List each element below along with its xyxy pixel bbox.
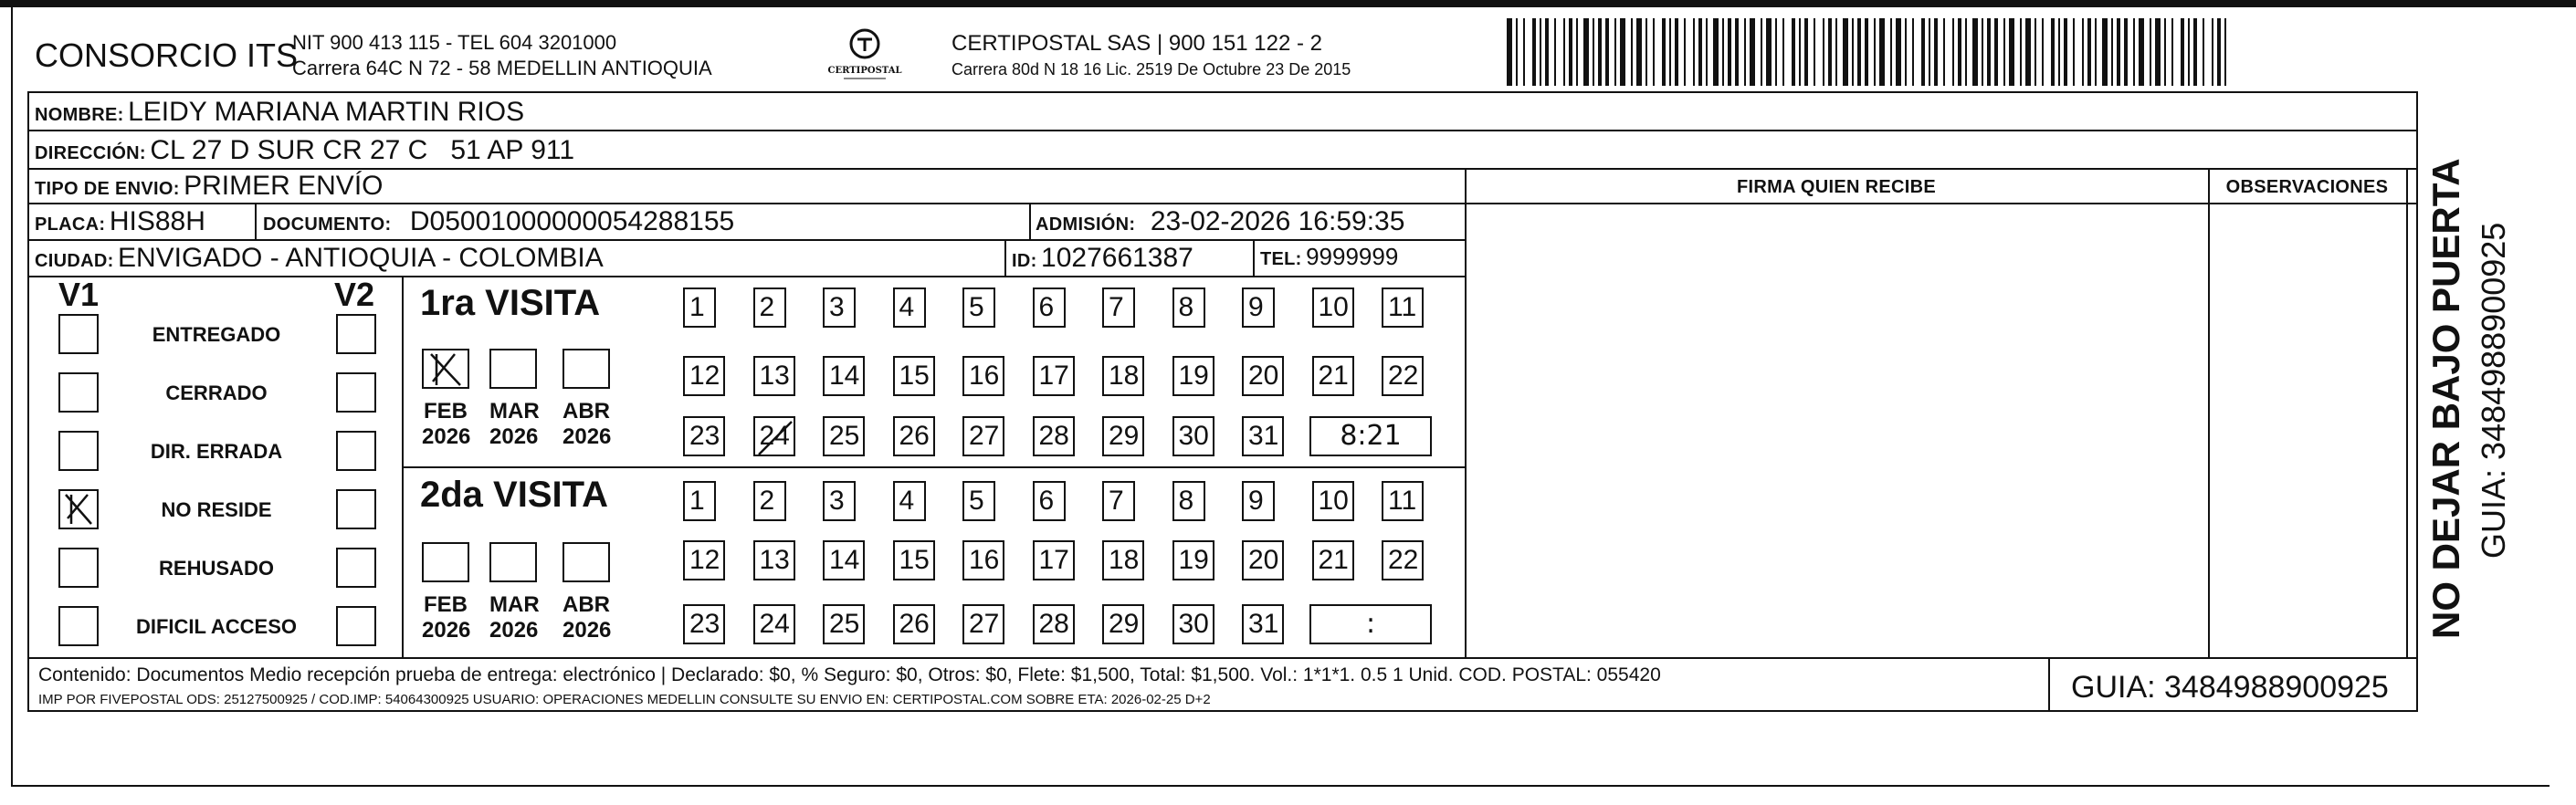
barcode-bar	[1698, 18, 1702, 86]
month-box-feb[interactable]	[422, 349, 469, 389]
day-box[interactable]: 24	[753, 416, 795, 456]
barcode-bar	[1943, 18, 1945, 86]
barcode-bar	[1905, 18, 1907, 86]
barcode-bar	[2171, 18, 2173, 86]
day-box[interactable]: 7	[1102, 481, 1135, 521]
barcode-bar	[1804, 18, 1808, 86]
day-box[interactable]: 10	[1312, 481, 1354, 521]
barcode-bar	[1766, 18, 1772, 86]
month-box-mar[interactable]	[489, 542, 537, 582]
tipo-row	[35, 171, 384, 202]
barcode-bar	[2020, 18, 2022, 86]
barcode-bar	[1987, 18, 1991, 86]
year-label: 2026	[489, 424, 539, 449]
status-label: ENTREGADO	[152, 323, 281, 346]
barcode-bar	[1554, 18, 1556, 86]
day-box[interactable]: 22	[1382, 356, 1424, 396]
barcode-bar	[2051, 18, 2055, 86]
barcode-bar	[1843, 18, 1848, 86]
barcode-bar	[2117, 18, 2120, 86]
barcode-bar	[2203, 18, 2204, 86]
day-box[interactable]: 23	[683, 416, 725, 456]
day-box[interactable]: 29	[1102, 416, 1144, 456]
v2-checkbox-rehusado[interactable]	[336, 548, 376, 588]
barcode-bar	[2150, 18, 2151, 86]
day-box[interactable]: 16	[962, 540, 1004, 580]
day-box[interactable]: 4	[893, 481, 926, 521]
direccion-value: CL 27 D SUR CR 27 C 51 AP 911	[150, 135, 575, 165]
v2-checkbox-entregado[interactable]	[336, 314, 376, 354]
month-label: MAR	[489, 399, 540, 423]
day-box[interactable]: 12	[683, 540, 725, 580]
barcode-bar	[1750, 18, 1755, 86]
second-visit-title: 2da VISITA	[420, 475, 608, 515]
day-box[interactable]: 31	[1242, 416, 1284, 456]
day-box[interactable]: 10	[1312, 288, 1354, 328]
barcode-bar	[1857, 18, 1861, 86]
barcode-bar	[1675, 18, 1678, 86]
barcode-bar	[2224, 18, 2226, 86]
day-box[interactable]: 22	[1382, 540, 1424, 580]
v2-checkbox-no-reside[interactable]	[336, 489, 376, 529]
month-label: ABR	[563, 399, 610, 423]
v1-header: V1	[58, 276, 100, 313]
day-box[interactable]: 16	[962, 356, 1004, 396]
v1-checkbox-dificil-acceso[interactable]	[58, 606, 99, 646]
barcode-bar	[1605, 18, 1609, 86]
day-box[interactable]: 25	[823, 416, 865, 456]
bottom-edge	[11, 785, 2550, 787]
placa-row	[35, 206, 205, 237]
barcode-bar	[2124, 18, 2128, 86]
barcode-bar	[2064, 18, 2067, 86]
barcode-bar	[1684, 18, 1686, 86]
barcode-bar	[1631, 18, 1633, 86]
status-label: REHUSADO	[159, 557, 274, 580]
barcode-bar	[1645, 18, 1647, 86]
day-box[interactable]: 14	[823, 540, 865, 580]
year-label: 2026	[563, 424, 612, 449]
admision-label: ADMISIÓN:	[1036, 214, 1136, 235]
barcode-bar	[1669, 18, 1671, 86]
footer-imp: IMP POR FIVEPOSTAL ODS: 25127500925 / COD.IMP: 54064300925 USUARIO: OPERACIONES MEDELLIN CONSULTE SU ENVIO EN: CERTIPOSTAL.COM SOBRE ETA: 2026-02-25 D+2	[38, 692, 1211, 707]
direccion-label: DIRECCIÓN:	[35, 143, 146, 163]
day-box[interactable]: 26	[893, 416, 935, 456]
barcode-bar	[1563, 18, 1565, 86]
documento-value: D05001000000054288155	[409, 206, 735, 236]
year-label: 2026	[489, 618, 539, 643]
day-box[interactable]: 12	[683, 356, 725, 396]
barcode-bar	[1890, 18, 1892, 86]
v1-checkbox-dir-errada[interactable]	[58, 431, 99, 471]
barcode-bar	[1693, 18, 1695, 86]
barcode-bar	[1713, 18, 1719, 86]
barcode-bar	[1982, 18, 1983, 86]
barcode-bar	[1706, 18, 1708, 86]
barcode-bar	[2003, 18, 2005, 86]
status-label: CERRADO	[165, 382, 268, 404]
first-visit-title: 1ra VISITA	[420, 283, 601, 323]
day-box[interactable]: 13	[753, 540, 795, 580]
barcode-bar	[1792, 18, 1795, 86]
barcode-bar	[1598, 18, 1602, 86]
day-box[interactable]: 8	[1172, 481, 1205, 521]
v1-checkbox-entregado[interactable]	[58, 314, 99, 354]
v1-checkbox-cerrado[interactable]	[58, 372, 99, 413]
barcode-bar	[1879, 18, 1885, 86]
time-box[interactable]: 8:21	[1309, 416, 1432, 456]
day-box[interactable]: 18	[1102, 540, 1144, 580]
day-box[interactable]: 26	[893, 604, 935, 644]
barcode-bar	[1934, 18, 1938, 86]
barcode-bar	[2155, 18, 2161, 86]
top-edge	[0, 0, 2576, 7]
barcode-bar	[2217, 18, 2221, 86]
day-box[interactable]: 13	[753, 356, 795, 396]
day-box[interactable]: 30	[1172, 604, 1214, 644]
month-box-feb[interactable]	[422, 542, 469, 582]
month-label: MAR	[489, 592, 540, 617]
id-field	[1012, 243, 1193, 274]
ciudad-row	[35, 243, 604, 274]
month-box-abr[interactable]	[563, 349, 610, 389]
barcode-bar	[1912, 18, 1914, 86]
barcode-bar	[2082, 18, 2084, 86]
barcode	[1505, 18, 2234, 86]
barcode-bar	[1569, 18, 1572, 86]
barcode-bar	[1958, 18, 1961, 86]
side-guia: GUIA: 3484988900925	[2475, 222, 2512, 559]
nombre-value: LEIDY MARIANA MARTIN RIOS	[128, 97, 525, 127]
day-box[interactable]: 1	[683, 481, 716, 521]
day-box[interactable]: 7	[1102, 288, 1135, 328]
month-box-abr[interactable]	[563, 542, 610, 582]
month-label: FEB	[424, 592, 468, 617]
barcode-bar	[2042, 18, 2044, 86]
certipostal-logo	[827, 26, 902, 86]
barcode-bar	[2035, 18, 2036, 86]
year-label: 2026	[563, 618, 612, 643]
month-label: ABR	[563, 592, 610, 617]
tel-value: 9999999	[1306, 243, 1399, 270]
footer-contenido: Contenido: Documentos Medio recepción prueba de entrega: electrónico | Declarado: $0, % Seguro: $0, Otros: $0, Flete: $1,500, Total: $1,500. Vol.: 1*1*1. 0.5 1 Unid. COD. POSTAL: 055420	[38, 664, 1661, 685]
day-box[interactable]: 8	[1172, 288, 1205, 328]
status-label: DIFICIL ACCESO	[135, 615, 297, 638]
barcode-bar	[1952, 18, 1954, 86]
status-label: NO RESIDE	[161, 498, 272, 521]
ciudad-value: ENVIGADO - ANTIOQUIA - COLOMBIA	[118, 243, 604, 273]
barcode-bar	[1874, 18, 1876, 86]
barcode-bar	[1523, 18, 1525, 86]
barcode-bar	[2095, 18, 2097, 86]
barcode-bar	[2188, 18, 2190, 86]
barcode-bar	[2058, 18, 2060, 86]
barcode-bar	[2181, 18, 2184, 86]
day-box[interactable]: 28	[1033, 604, 1075, 644]
year-label: 2026	[422, 618, 471, 643]
day-box[interactable]: 30	[1172, 416, 1214, 456]
day-box[interactable]: 28	[1033, 416, 1075, 456]
day-box[interactable]: 29	[1102, 604, 1144, 644]
barcode-bar	[2087, 18, 2091, 86]
v2-checkbox-dir-errada[interactable]	[336, 431, 376, 471]
logo-text: CERTIPOSTAL	[827, 66, 902, 76]
company-address: Carrera 64C N 72 - 58 MEDELLIN ANTIOQUIA	[292, 57, 712, 79]
barcode-bar	[1532, 18, 1536, 86]
barcode-bar	[1662, 18, 1666, 86]
barcode-bar	[1614, 18, 1616, 86]
day-box[interactable]: 20	[1242, 540, 1284, 580]
day-box[interactable]: 24	[753, 604, 795, 644]
company-nit: NIT 900 413 115 - TEL 604 3201000	[292, 31, 617, 54]
tel-field	[1260, 243, 1398, 271]
side-warning: NO DEJAR BAJO PUERTA	[2424, 158, 2467, 639]
barcode-bar	[2111, 18, 2113, 86]
day-box[interactable]: 2	[753, 481, 786, 521]
tipo-label: TIPO DE ENVIO:	[35, 179, 180, 199]
barcode-bar	[1852, 18, 1854, 86]
barcode-bar	[1735, 18, 1739, 86]
barcode-bar	[1744, 18, 1746, 86]
barcode-bar	[1507, 18, 1512, 86]
barcode-bar	[1782, 18, 1784, 86]
tipo-value: PRIMER ENVÍO	[184, 171, 384, 201]
day-box[interactable]: 6	[1033, 481, 1066, 521]
month-box-mar[interactable]	[489, 349, 537, 389]
barcode-bar	[1965, 18, 1967, 86]
direccion-row	[35, 135, 574, 166]
day-box[interactable]: 31	[1242, 604, 1284, 644]
v1-checkbox-no-reside[interactable]	[58, 489, 99, 529]
v1-checkbox-rehusado[interactable]	[58, 548, 99, 588]
day-box[interactable]: 27	[962, 604, 1004, 644]
day-box[interactable]: 27	[962, 416, 1004, 456]
barcode-bar	[2009, 18, 2014, 86]
barcode-bar	[1929, 18, 1930, 86]
barcode-bar	[1761, 18, 1762, 86]
barcode-bar	[2073, 18, 2075, 86]
day-box[interactable]: 18	[1102, 356, 1144, 396]
year-label: 2026	[422, 424, 471, 449]
ciudad-label: CIUDAD:	[35, 251, 114, 271]
barcode-bar	[1540, 18, 1541, 86]
day-box[interactable]: 1	[683, 288, 716, 328]
day-box[interactable]: 3	[823, 481, 856, 521]
day-box[interactable]: 21	[1312, 356, 1354, 396]
documento-label: DOCUMENTO:	[263, 214, 392, 235]
time-box[interactable]: :	[1309, 604, 1432, 644]
day-box[interactable]: 3	[823, 288, 856, 328]
tel-label: TEL:	[1260, 249, 1302, 269]
day-box[interactable]: 2	[753, 288, 786, 328]
day-box[interactable]: 17	[1033, 356, 1075, 396]
placa-label: PLACA:	[35, 214, 106, 235]
barcode-bar	[1921, 18, 1925, 86]
carrier-address: Carrera 80d N 18 16 Lic. 2519 De Octubre 23 De 2015	[952, 60, 1351, 78]
company-name: CONSORCIO ITS	[35, 37, 299, 74]
barcode-bar	[1835, 18, 1837, 86]
barcode-bar	[1994, 18, 1998, 86]
status-label: DIR. ERRADA	[150, 440, 283, 463]
day-box[interactable]: 15	[893, 356, 935, 396]
day-box[interactable]: 19	[1172, 356, 1214, 396]
day-box[interactable]: 20	[1242, 356, 1284, 396]
day-box[interactable]: 14	[823, 356, 865, 396]
barcode-bar	[1896, 18, 1901, 86]
documento-field	[263, 206, 734, 237]
firma-header: FIRMA QUIEN RECIBE	[1737, 177, 1936, 197]
id-label: ID:	[1012, 251, 1037, 271]
barcode-bar	[2212, 18, 2213, 86]
barcode-bar	[1728, 18, 1731, 86]
v2-checkbox-dificil-acceso[interactable]	[336, 606, 376, 646]
day-box[interactable]: 17	[1033, 540, 1075, 580]
carrier-name: CERTIPOSTAL SAS | 900 151 122 - 2	[952, 31, 1322, 56]
barcode-bar	[1545, 18, 1549, 86]
barcode-bar	[1620, 18, 1625, 86]
footer-guia: GUIA: 3484988900925	[2071, 670, 2389, 705]
day-box[interactable]: 19	[1172, 540, 1214, 580]
barcode-bar	[1775, 18, 1777, 86]
barcode-bar	[1865, 18, 1868, 86]
v2-checkbox-cerrado[interactable]	[336, 372, 376, 413]
day-box[interactable]: 11	[1382, 481, 1424, 521]
barcode-bar	[1653, 18, 1655, 86]
id-value: 1027661387	[1041, 243, 1193, 273]
left-edge	[11, 0, 13, 787]
admision-field	[1036, 206, 1404, 237]
day-box[interactable]: 6	[1033, 288, 1066, 328]
day-box[interactable]: 21	[1312, 540, 1354, 580]
barcode-bar	[2133, 18, 2135, 86]
barcode-bar	[1576, 18, 1578, 86]
day-box[interactable]: 5	[962, 481, 995, 521]
barcode-bar	[1722, 18, 1724, 86]
barcode-bar	[1593, 18, 1594, 86]
barcode-bar	[1823, 18, 1824, 86]
day-box[interactable]: 5	[962, 288, 995, 328]
day-box[interactable]: 9	[1242, 481, 1275, 521]
day-box[interactable]: 4	[893, 288, 926, 328]
barcode-bar	[1828, 18, 1832, 86]
day-box[interactable]: 11	[1382, 288, 1424, 328]
barcode-bar	[2164, 18, 2166, 86]
barcode-bar	[1972, 18, 1978, 86]
day-box[interactable]: 23	[683, 604, 725, 644]
nombre-label: NOMBRE:	[35, 105, 124, 125]
observaciones-header: OBSERVACIONES	[2225, 177, 2389, 197]
barcode-bar	[1636, 18, 1642, 86]
barcode-bar	[2102, 18, 2108, 86]
nombre-row	[35, 97, 524, 128]
day-box[interactable]: 9	[1242, 288, 1275, 328]
v2-header: V2	[334, 276, 375, 313]
barcode-bar	[2139, 18, 2144, 86]
day-box[interactable]: 25	[823, 604, 865, 644]
admision-value: 23-02-2026 16:59:35	[1150, 206, 1405, 236]
barcode-bar	[1583, 18, 1589, 86]
placa-value: HIS88H	[109, 206, 205, 236]
barcode-bar	[2025, 18, 2031, 86]
barcode-bar	[1814, 18, 1815, 86]
barcode-bar	[2193, 18, 2197, 86]
barcode-bar	[1516, 18, 1518, 86]
day-box[interactable]: 15	[893, 540, 935, 580]
month-label: FEB	[424, 399, 468, 423]
barcode-bar	[1799, 18, 1801, 86]
